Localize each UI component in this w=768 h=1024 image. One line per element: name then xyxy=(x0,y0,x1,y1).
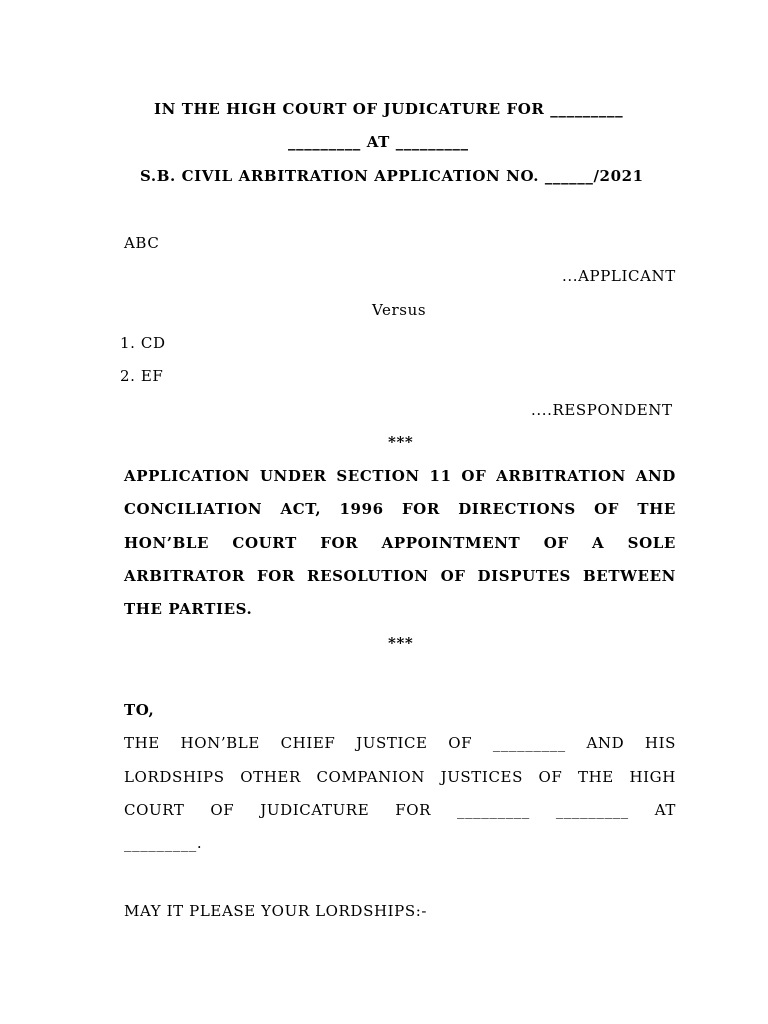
address-word: JUSTICE xyxy=(356,734,428,752)
application-number: S.B. CIVIL ARBITRATION APPLICATION NO. ______/2021 xyxy=(140,167,644,185)
title-word: APPLICATION xyxy=(124,467,251,485)
title-word: 11 xyxy=(429,467,452,485)
title-word: HON’BLE xyxy=(124,534,210,552)
title-word: 1996 xyxy=(339,500,384,518)
title-word: A xyxy=(592,534,605,552)
title-word: ARBITRATION xyxy=(496,467,626,485)
title-word: ARBITRATOR xyxy=(124,567,245,585)
title-word: DIRECTIONS xyxy=(458,500,576,518)
title-word: SOLE xyxy=(627,534,676,552)
title-word: BETWEEN xyxy=(583,567,676,585)
address-word: THE xyxy=(124,734,160,752)
title-word: OF xyxy=(461,467,487,485)
versus-label: Versus xyxy=(372,301,427,319)
closing-salutation: MAY IT PLEASE YOUR LORDSHIPS:- xyxy=(124,902,428,920)
title-line-1 xyxy=(124,466,676,486)
title-word: FOR xyxy=(320,534,359,552)
respondent-1: 1. CD xyxy=(120,334,166,352)
address-word: _________ xyxy=(456,801,530,819)
address-word: HIS xyxy=(644,734,676,752)
address-word: JUDICATURE xyxy=(260,801,370,819)
address-word: OF xyxy=(210,801,235,819)
respondent-2: 2. EF xyxy=(120,367,164,385)
separator-bottom: *** xyxy=(388,634,414,652)
title-word: OF xyxy=(440,567,466,585)
separator-top: *** xyxy=(388,433,414,451)
address-word: OF xyxy=(448,734,473,752)
address-word: _________ xyxy=(555,801,629,819)
to-label: TO, xyxy=(124,701,155,719)
applicant-label: ...APPLICANT xyxy=(562,267,676,285)
title-word: SECTION xyxy=(336,467,420,485)
title-word: FOR xyxy=(256,567,295,585)
title-line-5: THE PARTIES. xyxy=(124,600,253,618)
address-word: COMPANION xyxy=(316,768,425,786)
title-word: COURT xyxy=(232,534,297,552)
title-line-2 xyxy=(124,499,676,519)
address-word: AND xyxy=(586,734,625,752)
title-word: RESOLUTION xyxy=(307,567,429,585)
title-line-3 xyxy=(124,533,676,553)
title-word: ACT, xyxy=(280,500,322,518)
title-word: THE xyxy=(637,500,676,518)
court-location-line: _________ AT _________ xyxy=(288,133,469,151)
address-word: JUSTICES xyxy=(440,768,523,786)
title-word: OF xyxy=(543,534,569,552)
address-word: HIGH xyxy=(629,768,676,786)
address-word: THE xyxy=(578,768,614,786)
address-word: HON’BLE xyxy=(180,734,260,752)
address-word: _________ xyxy=(492,734,566,752)
address-word: LORDSHIPS xyxy=(124,768,225,786)
title-line-4 xyxy=(124,566,676,586)
title-word: DISPUTES xyxy=(477,567,571,585)
title-word: FOR xyxy=(401,500,440,518)
address-line-1 xyxy=(124,733,676,753)
address-word: OTHER xyxy=(240,768,301,786)
applicant-name: ABC xyxy=(124,234,160,252)
title-word: CONCILIATION xyxy=(124,500,263,518)
address-word: COURT xyxy=(124,801,185,819)
title-word: UNDER xyxy=(259,467,327,485)
address-word: CHIEF xyxy=(280,734,336,752)
address-line-2 xyxy=(124,767,676,787)
address-word: FOR xyxy=(395,801,432,819)
address-word: OF xyxy=(538,768,563,786)
address-word: AT xyxy=(654,801,676,819)
title-word: OF xyxy=(594,500,620,518)
title-word: APPOINTMENT xyxy=(381,534,521,552)
title-word: AND xyxy=(635,467,676,485)
court-heading: IN THE HIGH COURT OF JUDICATURE FOR _________ xyxy=(154,100,624,118)
address-line-3 xyxy=(124,800,676,820)
respondent-label: ....RESPONDENT xyxy=(531,401,673,419)
address-line-4: _________. xyxy=(124,834,203,852)
